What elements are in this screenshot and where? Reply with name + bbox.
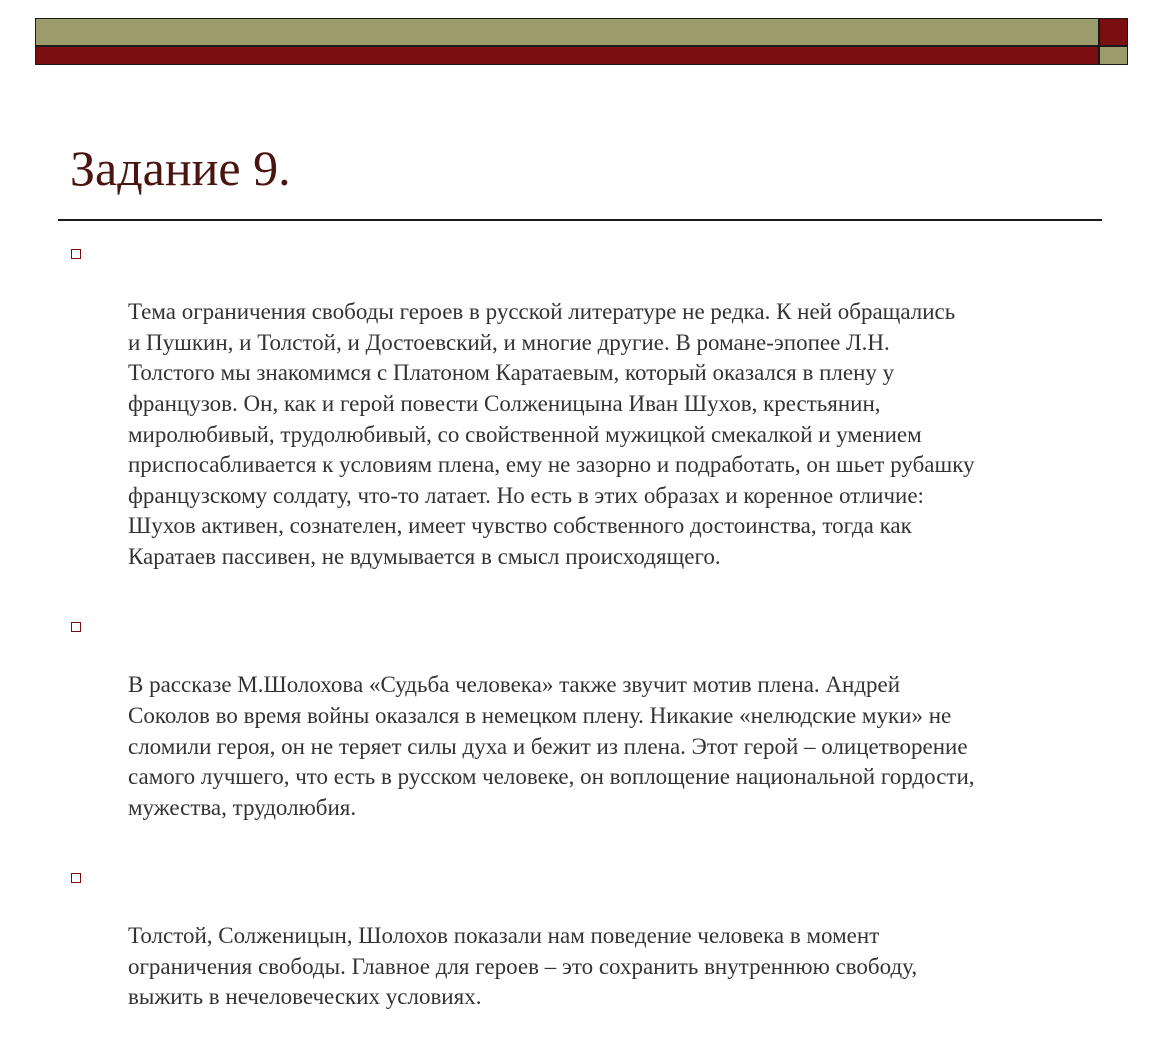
header-square-red [1099, 18, 1128, 46]
title-divider [58, 219, 1102, 221]
bullet-paragraph-1 [0, 236, 1150, 603]
bullet-paragraph-3 [0, 860, 1150, 1044]
hollow-square-icon [71, 622, 81, 632]
slide-title: Задание 9. [70, 140, 291, 196]
header-square-olive [1099, 46, 1128, 65]
hollow-square-icon [71, 873, 81, 883]
bullet-paragraph-2 [0, 609, 1150, 854]
paragraph-text: Толстой, Солженицын, Шолохов показали нам поведение человека в момент ограничения свободы. Главное для героев – это сохранить внутреннюю свободу, выжить в нечеловеческих условиях. [128, 923, 918, 1010]
hollow-square-icon [71, 249, 81, 259]
slide-content [0, 236, 1150, 1049]
header-bar-olive [35, 18, 1099, 46]
paragraph-text: Тема ограничения свободы героев в русской литературе не редка. К ней обращались и Пушкин, и Толстой, и Достоевский, и многие другие. В романе-эпопее Л.Н. Толстого мы знакомимся с Платоном Каратаевым, который оказался в плену у французов. Он, как и герой повести Солженицына Иван Шухов, крестьянин, миролюбивый, трудолюбивый, со свойственной мужицкой смекалкой и умением приспосабливается к условиям плена, ему не зазорно и подработать, он шьет рубашку французскому солдату, что-то латает. Но есть в этих образах и коренное отличие: Шухов активен, сознателен, имеет чувство собственного достоинства, тогда как Каратаев пассивен, не вдумывается в смысл происходящего. [128, 299, 975, 569]
paragraph-text: В рассказе М.Шолохова «Судьба человека» также звучит мотив плена. Андрей Соколов во время войны оказался в немецком плену. Никакие «нелюдские муки» не сломили героя, он не теряет силы духа и бежит из плена. Этот герой – олицетворение самого лучшего, что есть в русском человеке, он воплощение национальной гордости, мужества, трудолюбия. [128, 672, 975, 820]
header-bar-red [35, 46, 1099, 65]
